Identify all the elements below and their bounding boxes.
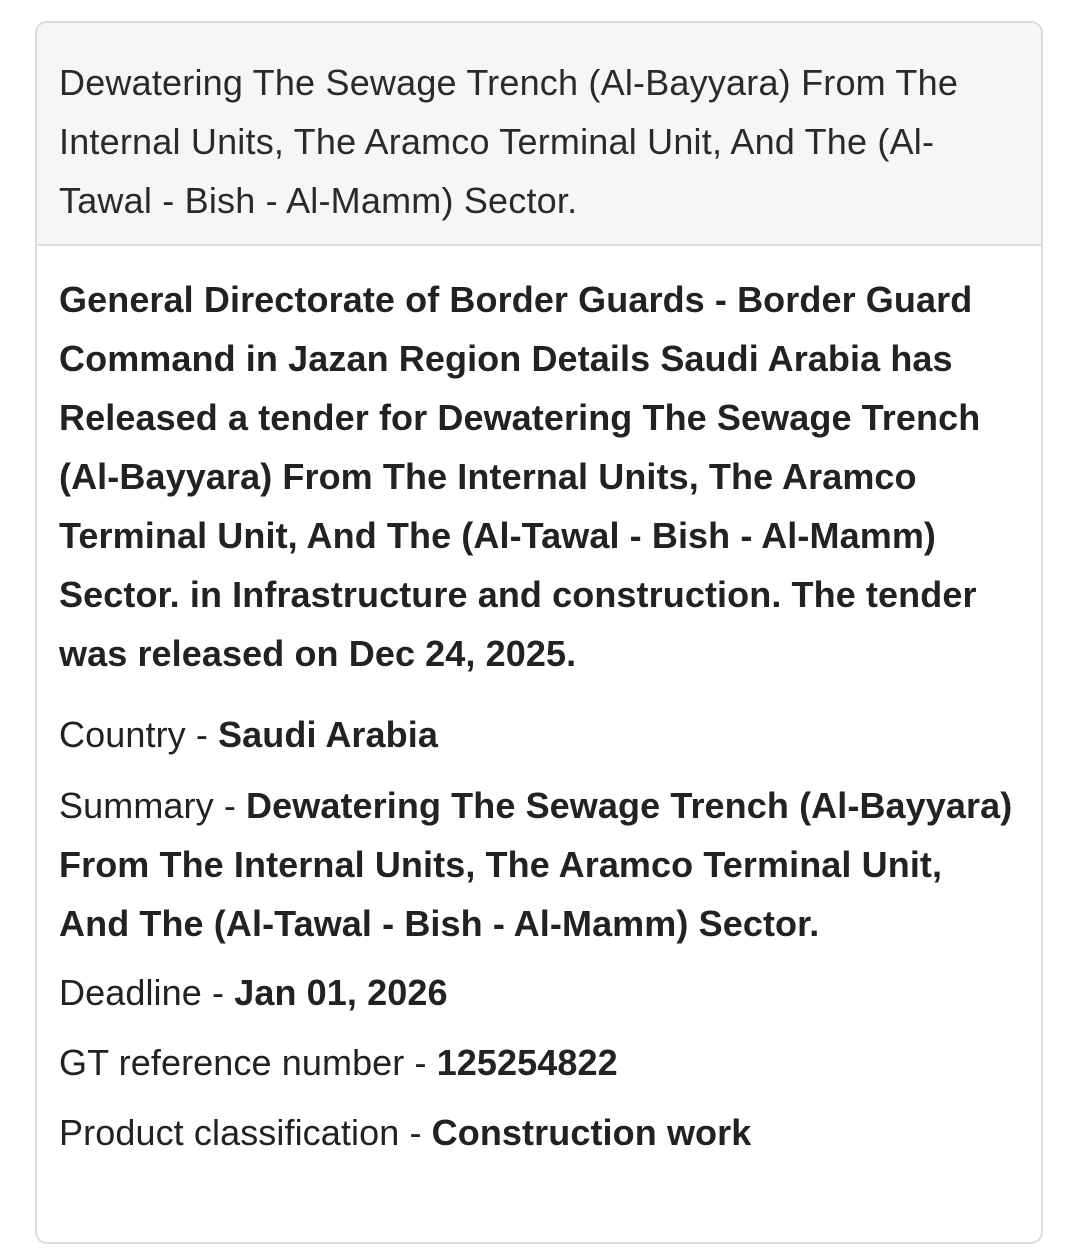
detail-country [59, 705, 1019, 764]
tender-card [35, 21, 1043, 1244]
tender-card-body [37, 246, 1041, 1162]
detail-reference-number [59, 1033, 1019, 1092]
classification-value: Construction work [431, 1112, 752, 1153]
tender-title: Dewatering The Sewage Trench (Al-Bayyara) From The Internal Units, The Aramco Terminal Unit, And The (Al-Tawal - Bish - Al-Mamm) Sector. [59, 62, 959, 221]
tender-card-header [37, 23, 1041, 246]
summary-value: Dewatering The Sewage Trench (Al-Bayyara) From The Internal Units, The Aramco Terminal Unit, And The (Al-Tawal - Bish - Al-Mamm) Sector. [59, 785, 1013, 944]
classification-label: Product classification - [59, 1112, 432, 1153]
tender-description [59, 270, 1019, 683]
country-label: Country - [59, 714, 219, 755]
detail-product-classification [59, 1103, 1019, 1162]
description-intro: General Directorate of Border Guards - Border Guard Command in Jazan Region Details Saudi Arabia has Released a tender for [59, 279, 973, 438]
deadline-value: Jan 01, 2026 [234, 972, 448, 1013]
description-tender-title: Dewatering The Sewage Trench (Al-Bayyara) From The Internal Units, The Aramco Terminal Unit, And The (Al-Tawal - Bish - Al-Mamm) Sector. [59, 397, 981, 615]
deadline-label: Deadline - [59, 972, 235, 1013]
description-outro: in Infrastructure and construction. The tender was released on Dec 24, 2025. [59, 574, 977, 674]
reference-value: 125254822 [436, 1042, 618, 1083]
country-value: Saudi Arabia [218, 714, 438, 755]
summary-label: Summary - [59, 785, 247, 826]
reference-label: GT reference number - [59, 1042, 437, 1083]
detail-summary [59, 776, 1019, 953]
detail-deadline [59, 963, 1019, 1022]
